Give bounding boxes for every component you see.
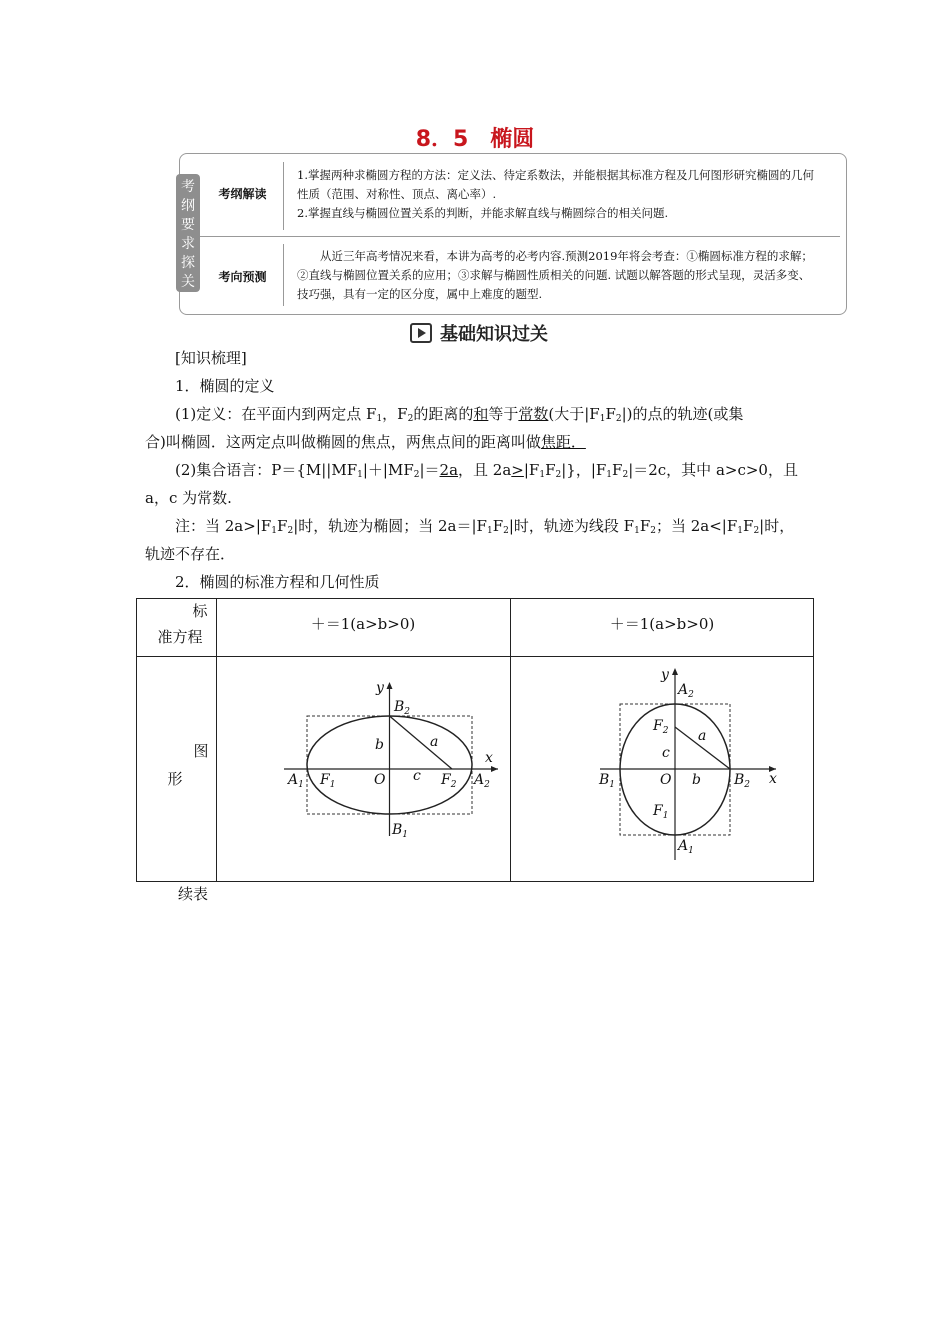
vertex-letter: A [678, 682, 689, 698]
blank-answer: 2a [439, 461, 459, 479]
table-header-label: 准方程 [157, 628, 203, 646]
syllabus-side-tab [176, 174, 200, 292]
side-tab-char: 考 [181, 179, 195, 195]
vertex-label [733, 772, 750, 790]
play-icon [410, 323, 432, 343]
text: 的距离的 [413, 405, 474, 423]
text: ，F [382, 405, 408, 423]
vertex-letter: A [474, 772, 485, 788]
text: |时，轨迹为椭圆；当 2a＝|F [293, 517, 487, 535]
blank-answer: 和 [473, 405, 489, 423]
vertical-ellipse-figure [592, 660, 792, 868]
equation-horizontal: ＋＝1(a>b>0) [310, 615, 416, 633]
blank-answer: > [511, 461, 524, 479]
heading-definition: 1．椭圆的定义 [175, 377, 275, 395]
heading-properties: 2．椭圆的标准方程和几何性质 [175, 573, 380, 591]
text: |}，|F [561, 461, 607, 479]
text: 注：当 2a>|F [175, 517, 272, 535]
syllabus-row2-text [297, 247, 835, 266]
vertex-letter: B [734, 772, 745, 788]
x-axis-arrow [491, 766, 498, 772]
text: |时，轨迹为线段 F [508, 517, 635, 535]
focus-label [652, 803, 668, 821]
focus-label [319, 772, 335, 790]
page-title: 8．5 椭圆 [415, 127, 535, 152]
syllabus-divider [283, 162, 284, 230]
vertex-subscript: 2 [744, 780, 751, 790]
text: |＝2c，其中 a>c>0，且 [628, 461, 798, 479]
length-c-label: c [662, 745, 670, 761]
vertex-letter: A [288, 772, 299, 788]
text: ，且 2a [458, 461, 512, 479]
text: |F [523, 461, 540, 479]
side-tab-char: 纲 [181, 198, 195, 214]
text: |＝ [419, 461, 440, 479]
text: ；当 2a<|F [655, 517, 738, 535]
definition-para: (1)定义：在平面内到两定点 $F_1$，$F_2$的距离的和等于常数(大于$|F_1F_2|$)的点的轨迹(或集 [175, 405, 744, 424]
origin-label: O [660, 772, 672, 788]
syllabus-row2-label: 考向预测 [218, 270, 267, 284]
y-axis-label: y [661, 667, 669, 683]
continued-label: 续表 [178, 885, 209, 903]
text: |)的点的轨迹(或集 [621, 405, 744, 423]
vertex-subscript: 1 [688, 846, 694, 856]
text: (大于|F [548, 405, 600, 423]
side-tab-char: 求 [181, 236, 195, 252]
focus-label [652, 718, 669, 736]
set-language-para: (2)集合语言：$P=\{M||MF_1|+|MF_2|=2a$，且 $2a>|F_1F_2|$}，$|F_1F_2|=2c$，其中 a>c>0，且 [175, 461, 798, 480]
text: F [277, 517, 288, 535]
note-para: 注：当 $2a>|F_1F_2|$时，轨迹为椭圆；当 $2a=|F_1F_2|$时，轨迹为线段 $F_1F_2$；当 $2a<|F_1F_2|$时， [175, 517, 795, 536]
vertex-subscript: 1 [609, 780, 616, 790]
text: |时， [759, 517, 795, 535]
text: 合)叫椭圆．这两定点叫做椭圆的焦点，两焦点间的距离叫做 [145, 433, 541, 451]
note-para-cont: 轨迹不存在． [145, 545, 236, 563]
focus-label [440, 772, 457, 790]
text: (1)定义：在平面内到两定点 F [175, 405, 377, 423]
text: 等于 [488, 405, 519, 423]
text-line: ②直线与椭圆位置关系的应用；③求解与椭圆性质相关的问题. 试题以解答题的形式呈现，灵活多变、 [297, 268, 811, 282]
vertex-label [393, 699, 410, 717]
syllabus-row-divider [200, 236, 840, 237]
focus-letter: F [653, 803, 663, 819]
text: F [743, 517, 754, 535]
section-label: [知识梳理] [175, 349, 247, 367]
text: F [639, 517, 651, 535]
text-line: 技巧强，具有一定的区分度，属中上难度的题型. [297, 287, 543, 301]
set-language-para-cont: a，c 为常数. [145, 489, 232, 507]
vertex-label [472, 772, 490, 790]
table-header-label: 标 [192, 602, 208, 620]
vertex-subscript: 2 [688, 690, 694, 700]
side-tab-char: 要 [181, 217, 195, 233]
blank-answer: 焦距． [540, 433, 586, 451]
vertex-letter: B [392, 822, 403, 838]
side-tab-char: 探 [181, 255, 195, 271]
origin-label: O [374, 772, 386, 788]
vertex-subscript: 2 [404, 707, 411, 717]
text: F [545, 461, 556, 479]
length-a-label: a [430, 734, 439, 750]
vertex-subscript: 1 [298, 780, 304, 790]
text-line: 2.掌握直线与椭圆位置关系的判断，并能求解直线与椭圆综合的相关问题. [297, 206, 669, 220]
vertex-letter: A [678, 838, 689, 854]
vertex-label [598, 772, 615, 790]
horizontal-ellipse-figure [270, 676, 508, 854]
text: F [492, 517, 504, 535]
figure-label: 图 [193, 742, 209, 760]
syllabus-row1-label: 考纲解读 [218, 187, 267, 201]
table-divider [136, 656, 814, 657]
table-divider [216, 598, 217, 882]
y-axis-label: y [376, 680, 384, 696]
x-axis-label: x [485, 750, 493, 766]
focus-subscript: 2 [662, 726, 669, 736]
vertex-letter: B [394, 699, 405, 715]
vertex-subscript: 2 [484, 780, 490, 790]
length-b-label: b [375, 737, 384, 753]
text-line: 性质（范围、对称性、顶点、离心率）. [297, 187, 497, 201]
text: |＋|MF [362, 461, 414, 479]
focus-subscript: 1 [662, 811, 669, 821]
vertex-label [676, 682, 694, 700]
vertex-letter: B [599, 772, 610, 788]
vertex-label [286, 772, 304, 790]
syllabus-row2-text-cont [297, 266, 835, 304]
focus-subscript: 2 [450, 780, 457, 790]
focus-subscript: 1 [329, 780, 336, 790]
table-divider [510, 598, 511, 882]
y-axis-arrow [672, 668, 678, 675]
length-a-label: a [698, 728, 707, 744]
blank-answer: 常数 [518, 405, 549, 423]
segment-a [390, 716, 453, 769]
text: (2)集合语言：P＝{M||MF [175, 461, 358, 479]
vertex-label [676, 838, 694, 856]
y-axis-arrow [387, 682, 393, 689]
text-line: 从近三年高考情况来看，本讲为高考的必考内容.预测2019年将会考查：①椭圆标准方程的求解； [320, 249, 813, 263]
vertex-subscript: 1 [402, 830, 409, 840]
figure-label: 形 [167, 770, 183, 788]
side-tab-char: 关 [181, 274, 195, 290]
x-axis-label: x [769, 771, 777, 787]
definition-para-cont [145, 428, 825, 456]
text: F [612, 461, 623, 479]
text: F [605, 405, 616, 423]
syllabus-row1-text [297, 166, 835, 223]
focus-letter: F [653, 718, 663, 734]
text-line: 1.掌握两种求椭圆方程的方法：定义法、待定系数法，并能根据其标准方程及几何图形研究椭圆的几何 [297, 168, 814, 182]
section-banner [410, 321, 548, 345]
focus-letter: F [441, 772, 451, 788]
length-b-label: b [692, 772, 701, 788]
vertex-label [391, 822, 408, 840]
length-c-label: c [413, 768, 421, 784]
equation-vertical: ＋＝1(a>b>0) [609, 615, 715, 633]
syllabus-divider [283, 244, 284, 306]
focus-letter: F [320, 772, 330, 788]
banner-title: 基础知识过关 [440, 324, 548, 345]
